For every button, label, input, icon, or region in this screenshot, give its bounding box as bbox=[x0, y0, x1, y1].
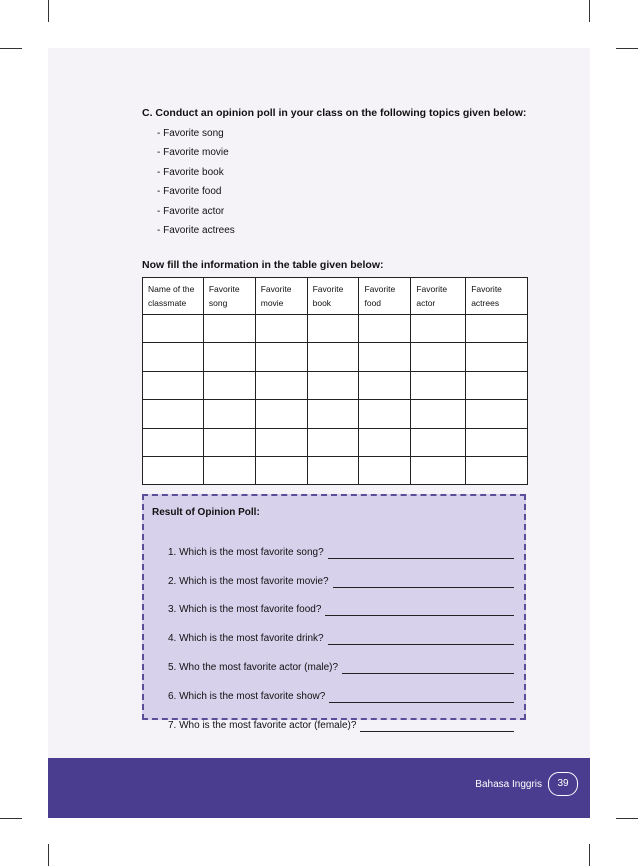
answer-blank[interactable] bbox=[325, 603, 514, 616]
topic-list bbox=[157, 127, 235, 243]
table-row bbox=[143, 343, 528, 371]
table-header-row bbox=[143, 278, 528, 315]
table-cell[interactable] bbox=[143, 456, 204, 484]
header-favorite-food: Favorite food bbox=[359, 278, 411, 315]
crop-mark bbox=[589, 0, 590, 22]
table-cell[interactable] bbox=[203, 400, 255, 428]
table-cell[interactable] bbox=[307, 400, 359, 428]
question-item: 4. Which is the most favorite drink? bbox=[168, 618, 514, 647]
page-number: 39 bbox=[548, 772, 578, 796]
table-cell[interactable] bbox=[203, 343, 255, 371]
question-item: 5. Who the most favorite actor (male)? bbox=[168, 647, 514, 676]
result-of-opinion-poll-box bbox=[142, 494, 526, 731]
table-cell[interactable] bbox=[359, 428, 411, 456]
header-favorite-movie: Favorite movie bbox=[255, 278, 307, 315]
opinion-poll-table bbox=[142, 277, 528, 485]
table-cell[interactable] bbox=[203, 371, 255, 399]
table-cell[interactable] bbox=[411, 343, 466, 371]
table-cell[interactable] bbox=[143, 400, 204, 428]
topic-item: - Favorite actrees bbox=[157, 224, 235, 236]
question-item: 6. Which is the most favorite show? bbox=[168, 676, 514, 705]
table-row bbox=[143, 456, 528, 484]
table-cell[interactable] bbox=[466, 315, 528, 343]
table-cell[interactable] bbox=[359, 400, 411, 428]
header-favorite-actrees: Favorite actrees bbox=[466, 278, 528, 315]
table-cell[interactable] bbox=[359, 343, 411, 371]
table-cell[interactable] bbox=[466, 343, 528, 371]
answer-blank[interactable] bbox=[333, 575, 514, 588]
answer-blank[interactable] bbox=[328, 632, 514, 645]
crop-mark bbox=[48, 0, 49, 22]
question-item: 7. Who is the most favorite actor (female)? bbox=[168, 705, 514, 734]
table-cell[interactable] bbox=[411, 315, 466, 343]
header-favorite-actor: Favorite actor bbox=[411, 278, 466, 315]
topic-item: - Favorite book bbox=[157, 166, 224, 178]
table-cell[interactable] bbox=[466, 400, 528, 428]
result-title: Result of Opinion Poll: bbox=[152, 507, 260, 518]
table-cell[interactable] bbox=[411, 456, 466, 484]
topic-item: - Favorite song bbox=[157, 128, 224, 139]
section-heading: C. Conduct an opinion poll in your class on the following topics given below: bbox=[142, 107, 527, 119]
table-cell[interactable] bbox=[466, 456, 528, 484]
crop-mark bbox=[48, 844, 49, 866]
table-cell[interactable] bbox=[143, 343, 204, 371]
crop-mark bbox=[616, 818, 638, 819]
table-cell[interactable] bbox=[255, 456, 307, 484]
table-row bbox=[143, 428, 528, 456]
table-cell[interactable] bbox=[307, 371, 359, 399]
answer-blank[interactable] bbox=[360, 719, 514, 732]
topic-item: - Favorite food bbox=[157, 186, 222, 198]
topic-item: - Favorite movie bbox=[157, 147, 229, 159]
table-cell[interactable] bbox=[255, 315, 307, 343]
table-cell[interactable] bbox=[143, 428, 204, 456]
table-cell[interactable] bbox=[143, 315, 204, 343]
table-cell[interactable] bbox=[203, 428, 255, 456]
crop-mark bbox=[0, 48, 22, 49]
answer-blank[interactable] bbox=[342, 661, 514, 674]
table-row bbox=[143, 371, 528, 399]
table-row bbox=[143, 400, 528, 428]
crop-mark bbox=[589, 844, 590, 866]
question-item: 1. Which is the most favorite song? bbox=[168, 532, 514, 561]
table-cell[interactable] bbox=[255, 343, 307, 371]
table-cell[interactable] bbox=[307, 343, 359, 371]
table-cell[interactable] bbox=[359, 456, 411, 484]
table-cell[interactable] bbox=[143, 371, 204, 399]
table-cell[interactable] bbox=[359, 371, 411, 399]
table-row bbox=[143, 315, 528, 343]
table-instruction: Now fill the information in the table given below: bbox=[142, 259, 384, 271]
header-favorite-song: Favorite song bbox=[203, 278, 255, 315]
table-cell[interactable] bbox=[255, 428, 307, 456]
question-item: 2. Which is the most favorite movie? bbox=[168, 561, 514, 590]
table-cell[interactable] bbox=[411, 428, 466, 456]
topic-item: - Favorite actor bbox=[157, 205, 225, 217]
table-cell[interactable] bbox=[411, 371, 466, 399]
header-favorite-book: Favorite book bbox=[307, 278, 359, 315]
table-cell[interactable] bbox=[203, 456, 255, 484]
table-cell[interactable] bbox=[466, 428, 528, 456]
table-cell[interactable] bbox=[203, 315, 255, 343]
header-name-of-classmate: Name of the classmate bbox=[143, 278, 204, 315]
table-cell[interactable] bbox=[255, 371, 307, 399]
table-cell[interactable] bbox=[466, 371, 528, 399]
table-cell[interactable] bbox=[359, 315, 411, 343]
table-cell[interactable] bbox=[255, 400, 307, 428]
footer-band bbox=[48, 758, 590, 818]
footer-subject: Bahasa Inggris bbox=[475, 779, 542, 790]
crop-mark bbox=[0, 818, 22, 819]
question-list bbox=[168, 532, 514, 734]
table-cell[interactable] bbox=[307, 428, 359, 456]
crop-mark bbox=[616, 48, 638, 49]
answer-blank[interactable] bbox=[329, 690, 514, 703]
question-item: 3. Which is the most favorite food? bbox=[168, 590, 514, 619]
table-cell[interactable] bbox=[307, 315, 359, 343]
answer-blank[interactable] bbox=[328, 546, 514, 559]
table-cell[interactable] bbox=[411, 400, 466, 428]
table-cell[interactable] bbox=[307, 456, 359, 484]
